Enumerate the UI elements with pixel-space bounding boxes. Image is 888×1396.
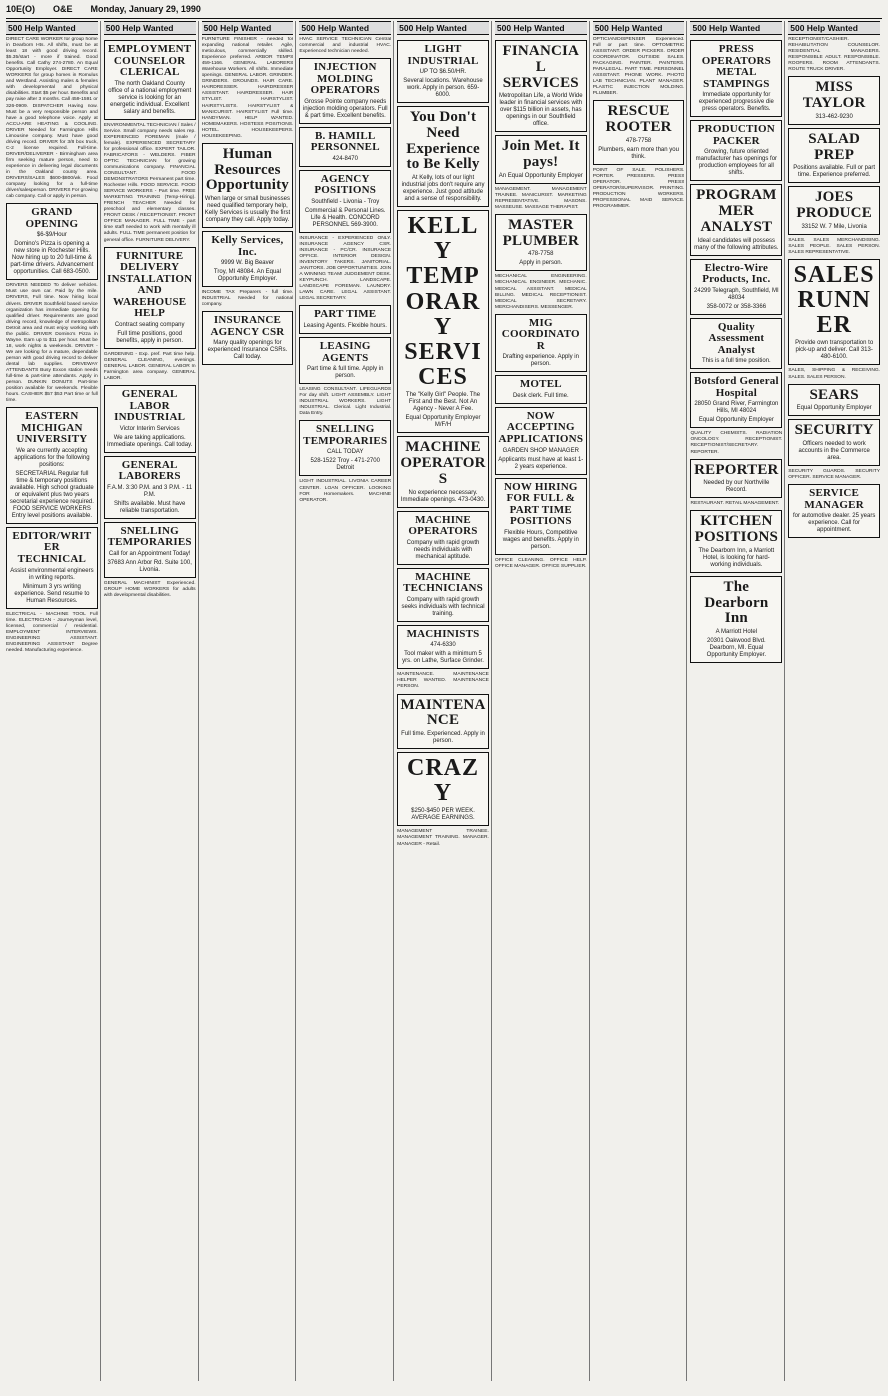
display-ad-body: Full time. Experienced. Apply in person. <box>401 731 485 745</box>
display-ad <box>788 186 880 235</box>
display-ad-title: Botsford General Hospital <box>693 375 779 399</box>
display-ad <box>104 385 196 453</box>
display-ad-body: $250-$450 PER WEEK. AVERAGE EARNINGS. <box>411 808 475 822</box>
display-ad-title: GRAND OPENING <box>25 206 79 230</box>
display-ad-title: SERVICE MANAGER <box>804 487 864 511</box>
page-number: 10E(O) <box>6 4 36 14</box>
display-ad-subtitle: 478-7758 <box>625 137 652 144</box>
display-ad-body: 528-1522 Troy - 471-2700 Detroit <box>310 458 380 472</box>
display-ad <box>690 40 782 117</box>
display-ad-body: Domino's Pizza is opening a new store in Rochester Hills. Now hiring up to 20 full-time & part-time drivers. Advancement opportunities. Call 683-0500. <box>10 241 94 276</box>
display-ad-title: AGENCY POSITIONS <box>314 172 377 197</box>
display-ad <box>397 436 489 507</box>
display-ad-title: MACHINE TECHNICIANS <box>403 570 483 595</box>
display-ad-title: EDITOR/WRITER TECHNICAL <box>12 529 92 566</box>
display-ad-title: INJECTION MOLDING OPERATORS <box>310 61 380 97</box>
display-ad-body: Equal Opportunity Employer <box>698 417 774 424</box>
display-ad-subtitle: $6-$9/Hour <box>36 232 67 239</box>
ads-list <box>593 37 685 1381</box>
display-ad-body: Troy, MI 48084. An Equal Opportunity Employer. <box>213 269 281 283</box>
masthead <box>6 4 882 19</box>
display-ad <box>495 478 587 555</box>
ads-list <box>104 37 196 1381</box>
display-ad-subtitle: 313-462-9230 <box>815 113 853 120</box>
display-ad-title: SALAD PREP <box>808 130 861 163</box>
column-header: 500 Help Wanted <box>104 21 196 35</box>
display-ad-subtitle: F.A.M. 3:30 P.M. and 3 P.M. - 11 P.M. <box>107 484 193 498</box>
ads-list <box>788 37 880 1381</box>
column-9 <box>788 21 882 1381</box>
column-header: 500 Help Wanted <box>299 21 391 35</box>
classified-ad-text: GARDENING - Exp. pref. Part time help. GENERAL CLEANING, evenings. GENERAL LABOR. GENERAL LABOR In Farmington area company. GENERAL LABOR. <box>103 351 196 382</box>
column-header: 500 Help Wanted <box>690 21 782 35</box>
display-ad-title: PRESS OPERATORS METAL STAMPINGS <box>701 43 771 90</box>
paper-name: O&E <box>53 4 73 14</box>
display-ad-body: Positions available. Full or part time. Experience preferred. <box>793 165 875 179</box>
display-ad <box>299 337 391 384</box>
classified-columns <box>6 21 882 1381</box>
display-ad <box>788 128 880 184</box>
display-ad <box>788 484 880 538</box>
column-7 <box>593 21 688 1381</box>
classified-ad-text: MAINTENANCE. MAINTENANCE HELPER WANTED. MAINTENANCE PERSON. <box>397 672 489 690</box>
display-ad-body: Desk clerk. Full time. <box>512 392 569 399</box>
display-ad-body: 37683 Ann Arbor Rd. Suite 100, Livonia. <box>107 559 192 573</box>
display-ad-title: RESCUE ROOTER <box>605 103 672 136</box>
column-header: 500 Help Wanted <box>495 21 587 35</box>
display-ad-title: SNELLING TEMPORARIES <box>107 524 192 549</box>
display-ad-subtitle: 478-7758 <box>528 251 554 258</box>
display-ad <box>299 170 391 233</box>
display-ad <box>690 576 782 663</box>
display-ad-title: GENERAL LABORERS <box>118 458 181 483</box>
display-ad-title: MISS TAYLOR <box>802 79 866 112</box>
display-ad-title: MACHINE OPERATORS <box>408 513 478 538</box>
display-ad-title: Human Resources Opportunity <box>205 145 289 194</box>
display-ad-title: Kelly Services, Inc. <box>211 234 284 258</box>
display-ad <box>397 694 489 750</box>
display-ad-body: Minimum 3 yrs writing experience. Send resume to Human Resources. <box>14 583 90 604</box>
display-ad-subtitle: CALL TODAY <box>327 449 364 456</box>
display-ad-title: Quality Assessment Analyst <box>708 320 765 356</box>
display-ad-body: Flexible Hours, Competitive wages and benefits. Apply in person. <box>502 529 579 550</box>
display-ad-subtitle: 9999 W. Big Beaver <box>220 260 274 267</box>
display-ad-title: SECURITY <box>794 422 874 439</box>
display-ad-title: MAINTENANCE <box>400 696 486 729</box>
column-5 <box>397 21 492 1381</box>
display-ad-title: SALES RUNNER <box>793 261 875 339</box>
display-ad-title: MACHINISTS <box>406 627 480 640</box>
display-ad-body: 358-0072 or 358-3366 <box>706 303 767 310</box>
display-ad-body: Plumbers, earn more than you think. <box>598 146 679 160</box>
display-ad-body: Equal Opportunity Employer M/F/H <box>405 415 481 429</box>
classified-ad-text: LIGHT INDUSTRIAL. LIVONIA CAREER CENTER. LOAN OFFICER. LOOKING FOR Homemakers. MACHINE OPERATOR. <box>299 479 392 503</box>
display-ad <box>397 752 489 826</box>
classified-ad-text: DRIVERS NEEDED To deliver vehicles. Must use own car. Paid by the mile. DRIVERS, Full time. Now hiring local drivers. DRIVER Southfield based service organization has immediate opening for qualified driver. Requirements are good driving record, knowledge of metropolitan Detroit area and must enjoy working with the public. DRIVER Domino's Pizza in Wayne. Earn up to $11 per hour. Must be 18, work nights & weekends. DRIVER - We are looking for a mature, dependable person with good driving record to deliver dental lab supplies. DRIVEWAY ATTENDANTS Busy Exxon station needs full-time & part-time attendants. Apply in person. DUNKIN DONUTS Part-time position available for weekends. Flexible hours. CASHIER $57 $53 Part time or full time. <box>6 283 98 404</box>
display-ad-body: Metropolitan Life, a World Wide leader in financial services with over $115 billion in assets, has openings in our Southfield office. <box>499 93 583 128</box>
classified-ad-text: HVAC SERVICE TECHNICIAN Central commercial and industrial HVAC. Experienced technician needed. <box>299 37 392 55</box>
display-ad <box>397 625 489 670</box>
display-ad-body: Company with rapid growth seeks individuals with technical training. <box>401 596 485 617</box>
classified-ad-text: ELECTRICAL - MACHINE TOOL Full time. ELECTRICIAN - Journeyman level, licensed, commercial / residential. EMPLOYMENT INTERVIEWS. ENGINEERING ASSISTANT. ENGINEERING ASSISTANT Degree needed. Manufacturing experience. <box>6 611 98 653</box>
classified-ad-text: GENERAL MACHINIST Experienced. GROUP HOME WORKERS for adults with developmental disabilities. <box>103 580 196 599</box>
display-ad-body: We are taking applications. Immediate openings. Call today. <box>107 434 193 448</box>
display-ad <box>788 76 880 125</box>
display-ad <box>202 311 294 365</box>
display-ad-title: NOW HIRING FOR FULL & PART TIME POSITIONS <box>503 480 578 528</box>
display-ad <box>202 231 294 287</box>
ads-list <box>495 37 587 1381</box>
display-ad <box>104 247 196 349</box>
display-ad <box>495 407 587 475</box>
display-ad <box>495 375 587 404</box>
display-ad-title: JOES PRODUCE <box>796 189 872 222</box>
classified-ad-text: POINT OF SALE. POLISHERS. PORTER. PRESSERS. PRESS OPERATOR. PRESS OPERATOR/SUPERVISOR. PRINTING. PRODUCTION WORKERS. PROFESSIONAL MAID SERVICE. PROGRAMMER. <box>592 167 685 210</box>
display-ad <box>788 419 880 466</box>
display-ad-title: EMPLOYMENT COUNSELOR CLERICAL <box>108 43 192 79</box>
display-ad <box>6 527 98 609</box>
display-ad-subtitle: Southfield - Livonia - Troy <box>311 198 380 205</box>
display-ad-body: Full time positions, good benefits, apply in person. <box>116 330 184 344</box>
display-ad <box>690 372 782 428</box>
display-ad-subtitle: Victor Interim Services <box>119 425 180 432</box>
display-ad <box>397 210 489 433</box>
classified-ad-text: INSURANCE - EXPERIENCED ONLY. INSURANCE AGENCY CSR. INSURANCE - PC/CR. INSURANCE OFFICE. INTERIOR DESIGN. INVENTORY TAKERS. JANITORIAL. JANITORS. JOB OPPORTUNITIES. JOIN A WINNING TEAM! JUDGEMENT DESK. KEYPUNCH. LANDSCAPE. LANDSCAPE FOREMAN. LAUNDRY. LAWN CARE. LEGAL ASSISTANT. LEGAL SECRETARY. <box>299 235 392 302</box>
display-ad <box>104 40 196 120</box>
display-ad-body: This is a full time position. <box>702 358 771 365</box>
classified-ad-text: FURNITURE FINISHER - needed for expanding national retailer. Agile, meticulous, commercially skilled. Experience preferred. ARBOR TEMPS 459-1166. GENERAL LABORERS Warehouse Workers. All shifts. Immediate openings. GENERAL LABOR. GRINDER. GRINDERS. GROUNDS. HAIR CARE. HAIRDRESSER. HAIRDRESSER ASSISTANT. HAIRDRESSER. HAIR STYLIST. HAIRSTYLIST. HAIRSTYLISTS. HAIRSTYLIST & MANICURIST. HAIRSTYLIST Full time. HANDYMAN. HELP WANTED. HOMEMAKERS. HOSTESS POSITIONS. HOTEL. HOUSEKEEPERS. HOUSEKEEPING. <box>201 37 294 139</box>
display-ad-body: Apply in person. <box>519 260 563 267</box>
display-ad-body: Provide own transportation to pick-up and deliver. Call 313-480-6100. <box>795 340 874 361</box>
display-ad <box>495 135 587 184</box>
display-ad-body: The north Oakland County office of a national employment service is looking for an energetic individual. Excellent salary and benefits. <box>108 80 192 115</box>
display-ad <box>788 259 880 366</box>
display-ad-title: REPORTER <box>694 461 779 478</box>
display-ad-body: Immediate opportunity for experienced progressive die press operators. Benefits. <box>698 92 774 113</box>
classified-ad-text: RESTAURANT. RETAIL MANAGEMENT. <box>690 501 780 507</box>
publication-date: Monday, January 29, 1990 <box>90 4 201 14</box>
display-ad-subtitle: 28050 Grand River, Farmington Hills, MI 48024 <box>694 401 779 415</box>
display-ad-title: SEARS <box>809 386 859 403</box>
display-ad-body: Growing, future oriented manufacturer has openings for production employees for all shifts. <box>695 149 778 177</box>
ads-list <box>690 37 782 1381</box>
display-ad <box>6 203 98 280</box>
column-4 <box>299 21 394 1381</box>
display-ad-body: Ideal candidates will possess many of the following attributes. <box>694 237 779 251</box>
display-ad-body: An Equal Opportunity Employer <box>498 172 583 179</box>
display-ad-title: MOTEL <box>519 378 562 391</box>
display-ad-subtitle: Call for an Appointment Today! <box>108 550 191 557</box>
display-ad-body: Company with rapid growth needs individuals with mechanical aptitude. <box>406 539 480 560</box>
display-ad-title: LEASING AGENTS <box>319 340 371 364</box>
display-ad-body: At Kelly, lots of our light industrial jobs don't require any experience. Just good attitude and a sense of responsibility. <box>401 175 485 203</box>
display-ad-title: MASTER PLUMBER <box>502 216 579 249</box>
display-ad-title: NOW ACCEPTING APPLICATIONS <box>498 409 584 445</box>
column-1 <box>6 21 101 1381</box>
display-ad-subtitle: 474-6330 <box>430 642 456 649</box>
display-ad-title: KITCHEN POSITIONS <box>694 513 779 546</box>
display-ad-subtitle: 33152 W. 7 Mile, Livonia <box>801 223 867 230</box>
column-header: 500 Help Wanted <box>202 21 294 35</box>
column-8 <box>690 21 785 1381</box>
classified-ad-text: INCOME TAX Preparers - full time. INDUSTRIAL Needed for national company. <box>201 290 294 308</box>
display-ad-title: PROGRAMMER ANALYST <box>696 187 777 235</box>
display-ad <box>495 40 587 132</box>
classified-ad-text: SALES, SHIPPING & RECEIVING. SALES. SALES PERSON. <box>788 368 881 380</box>
display-ad <box>593 100 685 165</box>
column-6 <box>495 21 590 1381</box>
display-ad <box>6 407 98 524</box>
display-ad-title: GENERAL LABOR INDUSTRIAL <box>114 388 186 424</box>
classified-ad-text: LEASING CONSULTANT. LIFEGUARDS For day shift. LIGHT ASSEMBLY. LIGHT INDUSTRIAL WORKERS. LIGHT INDUSTRIAL. Clerical. Light Industrial. Data Entry. <box>299 387 392 417</box>
classified-ad-text: DIRECT CARE WORKER for group home in Dearborn Hts. All shifts, must be at least 18 with good driving record. $5.35/start - more if trained. Good benefits. Call Cathy 274-2780. An Equal Opportunity Employer. DIRECT CARE WORKERS for group homes in Romulus and Westland. Assisting males & females with developmental and physical disabilities. Start $5 per hour. Benefits and pay raise after 3 months. Call 459-1591 or 326-0909. DISPATCHER Having now. Must be a very responsible person and have a good telephone voice. Apply at ACCU-ARE HEATING & COOLING. DRIVER Needed for Farmington Hills Limousine company. Must have good driving record. DRIVER for 3/8 box truck, C-2 license required. Full-time. DRIVER/DELIVERER - Birmingham area firm seeking mature person, need to experience in delivering legal documents in the Oakland county area. DRIVERS/SALES $600-$800/wk. Food company looking for a full-time driver/salesperson. DRIVERS For growing cab company. Call or apply in person. <box>6 37 98 200</box>
display-ad-body: Drafting experience. Apply in person. <box>502 354 579 368</box>
display-ad <box>299 420 391 476</box>
display-ad-title: MIG COORDINATOR <box>501 316 580 352</box>
classified-ad-text: OPTICIAN/DISPENSER Experienced. Full or part time. OPTOMETRIC ASSISTANT. ORDER PICKERS. ORDER COORDINATOR. OUTSIDE SALES. PACKAGING. PAINTER. PAINTERS. PARALEGAL. PART TIME. PERSONNEL ASSISTANT. PHONE WORK. PHOTO LAB TECHNICIAN. PLANT MANAGER. PLASTIC INJECTION MOLDING. PLUMBER. <box>592 37 685 97</box>
column-header: 500 Help Wanted <box>788 21 880 35</box>
display-ad-title: CRAZY <box>407 755 480 807</box>
display-ad <box>397 40 489 103</box>
display-ad-body: SECRETARIAL Regular full time & temporary positions available. High school graduate or equivalent plus two years secretarial experience required. FOOD SERVICE WORKERS Entry level positions available. <box>9 470 94 519</box>
display-ad-subtitle: GARDEN SHOP MANAGER <box>502 447 579 454</box>
display-ad-body: The Dearborn Inn, a Marriott Hotel, is looking for hard-working individuals. <box>698 547 775 568</box>
classified-ad-text: OFFICE CLEANING. OFFICE HELP. OFFICE MANAGER. OFFICE SUPPLIER. <box>494 557 587 569</box>
display-ad-title: Electro-Wire Products, Inc. <box>702 261 771 286</box>
display-ad <box>690 510 782 573</box>
display-ad <box>397 106 489 207</box>
display-ad <box>397 568 489 622</box>
classified-ad-text: MECHANICAL ENGINEERING. MECHANICAL ENGINEER. MECHANIC. MEDICAL ASSISTANT. MEDICAL BILLING. MEDICAL RECEPTIONIST. MEDICAL SECRETARY. MERCHANDISERS. MESSENGER. <box>494 274 587 310</box>
column-header: 500 Help Wanted <box>593 21 685 35</box>
column-header: 500 Help Wanted <box>6 21 98 35</box>
display-ad-title: You Don't Need Experience to Be Kelly <box>406 109 480 173</box>
display-ad-body: Grosse Pointe company needs injection molding operators. Full & part time. Excellent benefits. <box>302 98 388 119</box>
display-ad <box>690 459 782 499</box>
display-ad-body: Many quality openings for experienced Insurance CSRs. Call today. <box>207 340 288 361</box>
display-ad-title: The Dearborn Inn <box>704 578 769 627</box>
ads-list <box>6 37 98 1381</box>
column-3 <box>202 21 297 1381</box>
display-ad <box>104 522 196 578</box>
classified-ad-text: ENVIRONMENTAL TECHNICIAN / Sales / Service. Small company needs sales rep. EXPERIENCED FOREMAN (male / female). EXPERIENCED SECRETARY for professional office. EXPERT TAILOR. FABRICATORS - WELDERS. FIBER OPTIC TECHNICIAN for growing communications company. FINANCIAL CONSULTANT. FOOD DEMONSTRATORS Permanent part time. Rochester Hills. FOOD SERVICE. FOOD SERVICE WORKERS - Part time. FREE MARKETING TRAINING (Temp-Hiring). FRENCH TEACHER Needed for preschool and elementary classes. FRONT DESK / RECEPTIONIST. FRONT OFFICE MANAGER. FULL TIME - part time staff needed to work with mentally ill adults. FULL TIME permanent position for general office. FURNITURE DELIVERY. <box>103 122 196 243</box>
display-ad-title: SNELLING TEMPORARIES <box>303 423 388 447</box>
display-ad <box>495 214 587 272</box>
display-ad <box>788 384 880 417</box>
ads-list <box>202 37 294 1381</box>
display-ad-subtitle: UP TO $6.50/HR. <box>419 69 467 76</box>
display-ad <box>690 259 782 315</box>
display-ad-body: Leasing Agents. Flexible hours. <box>303 323 387 330</box>
display-ad-title: LIGHT INDUSTRIAL <box>407 43 479 67</box>
classified-ad-text: RECEPTIONIST/CASHIER. REHABILITATION COUNSELOR. RESIDENTIAL MANAGERS. RESPONSIBLE ADULT. RESPONSIBLE. ROOFERS. ROOM ATTENDANTS. ROUTE TRUCK DRIVER. <box>788 37 881 73</box>
display-ad-body: Shifts available. Must have reliable transportation. <box>113 500 186 514</box>
display-ad-title: KELLY TEMPORARY SERVICES <box>404 213 482 391</box>
ads-list <box>299 37 391 1381</box>
display-ad-subtitle: A Marriott Hotel <box>715 629 758 636</box>
display-ad <box>104 456 196 519</box>
classified-ad-text: MANAGEMENT TRAINEE. MANAGEMENT TRAINING. MANAGER. MANAGER - Retail. <box>397 829 489 847</box>
display-ad <box>690 184 782 255</box>
display-ad <box>299 127 391 167</box>
display-ad-body: Part time & full time. Apply in person. <box>307 366 384 380</box>
display-ad-title: MACHINE OPERATORS <box>400 439 486 487</box>
display-ad-body: Commercial & Personal Lines. Life & Health. CONCORD PERSONNEL 569-3900. <box>304 207 386 228</box>
display-ad-body: Needed by our Northville Record. <box>703 480 770 494</box>
display-ad-title: Join Met. It pays! <box>501 138 580 170</box>
display-ad-subtitle: The "Kelly Girl" People. The First and the Best. Not An Agency - Never A Fee. <box>405 392 481 413</box>
display-ad-body: Officers needed to work accounts in the Commerce area. <box>798 441 870 462</box>
display-ad-body: When large or small businesses need qualified temporary help, Kelly Services is usually the first company they call. Apply today. <box>204 196 291 224</box>
display-ad-title: B. HAMILL PERSONNEL <box>310 129 380 154</box>
display-ad-body: No experience necessary. Immediate openings. 473-0430. <box>400 489 486 503</box>
display-ad <box>690 120 782 181</box>
display-ad-title: PRODUCTION PACKER <box>697 123 775 147</box>
display-ad <box>299 58 391 124</box>
display-ad-body: Applicants must have at least 1-2 years experience. <box>498 456 584 470</box>
display-ad-title: PART TIME <box>314 308 377 321</box>
ads-list <box>397 37 489 1381</box>
display-ad <box>299 305 391 334</box>
display-ad-subtitle: 24299 Telegraph, Southfield, MI 48034 <box>694 287 779 301</box>
display-ad <box>202 143 294 228</box>
display-ad-title: EASTERN MICHIGAN UNIVERSITY <box>16 410 88 446</box>
classified-ad-text: SALES. SALES MERCHANDISING. SALES PEOPLE. SALES PERSON. SALES REPRESENTATIVE. <box>788 237 881 255</box>
classified-ad-text: MANAGEMENT. MANAGEMENT TRAINEE. MANICURIST. MARKETING REPRESENTATIVE. MASONS. MASSEUSE. MASSAGE THERAPIST. <box>494 186 587 210</box>
display-ad-subtitle: We are currently accepting applications for the following positions: <box>14 447 90 468</box>
display-ad <box>690 318 782 370</box>
display-ad <box>495 314 587 373</box>
classified-ad-text: QUALITY CHEMISTS. RADIATION ONCOLOGY. RECEPTIONIST. RECEPTIONIST/SECRETARY. REPORTER. <box>690 431 783 455</box>
display-ad-subtitle: Assist environmental engineers in writing reports. <box>10 567 94 581</box>
display-ad-subtitle: Contract seating company <box>114 321 185 328</box>
display-ad-body: Several locations. Warehouse work. Apply in person. 659-6000. <box>403 78 483 99</box>
display-ad-body: 424-8470 <box>332 155 358 162</box>
display-ad <box>397 511 489 565</box>
display-ad-title: INSURANCE AGENCY CSR <box>210 314 285 338</box>
column-header: 500 Help Wanted <box>397 21 489 35</box>
column-2 <box>104 21 199 1381</box>
display-ad-body: 20301 Oakwood Blvd. Dearborn, MI. Equal Opportunity Employer. <box>706 638 767 659</box>
display-ad-body: Equal Opportunity Employer <box>796 405 872 412</box>
classified-ad-text: SECURITY GUARDS. SECURITY OFFICER. SERVICE MANAGER. <box>788 469 881 481</box>
display-ad-body: for automotive dealer. 25 years experience. Call for appointment. <box>792 513 876 534</box>
display-ad-body: Tool maker with a minimum 5 yrs. on Lathe, Surface Grinder. <box>402 651 484 665</box>
display-ad-title: FINANCIAL SERVICES <box>502 43 580 91</box>
display-ad-title: FURNITURE DELIVERY INSTALLATION AND WAREHOUSE HELP <box>107 249 193 320</box>
